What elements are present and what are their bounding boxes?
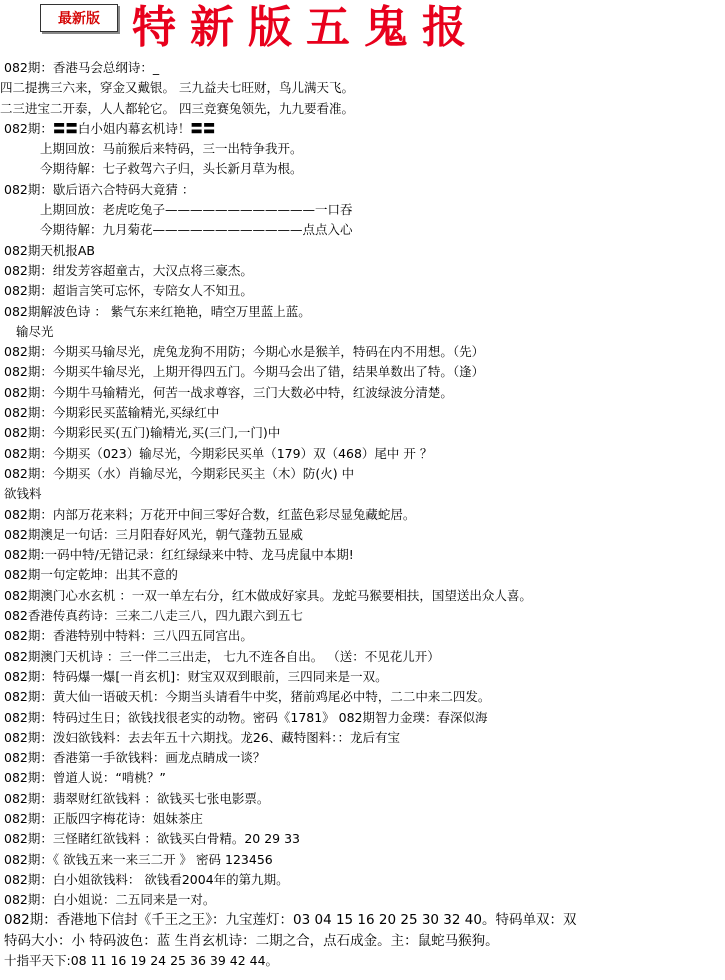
page-title: 特新版五鬼报 xyxy=(132,2,480,53)
text-line: 082期：香港第一手欲钱料：画龙点睛成一谈？ xyxy=(4,750,266,766)
text-line: 082期：超诣言笑可忘怀，专陪女人不知丑。 xyxy=(4,283,253,299)
text-line: 082期：内部万花来料；万花开中间三零好合数，红蓝色彩尽显兔藏蛇居。 xyxy=(4,506,416,522)
text-line: 082期：〓〓白小姐内幕玄机诗！〓〓 xyxy=(4,120,216,136)
text-line: 082期一句定乾坤：出其不意的 xyxy=(4,567,178,583)
text-line: 上期回放：马前猴后来特码，三一出特争我开。 xyxy=(40,141,303,157)
text-line: 082期：三怪睹红欲钱料 ：欲钱买白骨精。20 29 33 xyxy=(4,831,300,847)
text-line: 082期：香港特别中特料：三八四五同宫出。 xyxy=(4,628,253,644)
text-line: 四二提携三六来，穿金又戴银。 三九益夫七旺财，鸟儿满天飞。 xyxy=(0,80,354,96)
text-line: 082期：绀发芳容超童古，大汉点将三豪杰。 xyxy=(4,262,253,278)
text-line: 082期澳门天机诗 ：三一伴二三出走， 七九不连各自出。 （送：不见花儿开） xyxy=(4,648,440,664)
text-line: 今期待解：七子救驾六子归，头长新月草为根。 xyxy=(40,161,303,177)
text-line: 今期待解：九月菊花————————————点点入心 xyxy=(40,222,353,238)
text-line: 082期：正版四字梅花诗：姐妹茶庄 xyxy=(4,810,203,826)
text-line: 十指平天下:08 11 16 19 24 25 36 39 42 44。 xyxy=(4,953,279,969)
text-line: 082期：香港地下信封《千王之王》：九宝莲灯：03 04 15 16 20 25 30 32 40。特码单双：双 xyxy=(4,912,577,929)
text-line: 欲钱料 xyxy=(4,486,42,502)
text-line: 082期:一码中特/无错记录：红红绿绿来中特、龙马虎鼠中本期! xyxy=(4,547,354,563)
text-line: 082期：白小姐说：二五同来是一对。 xyxy=(4,892,216,908)
text-line: 082期：今期买马输尽光，虎兔龙狗不用防；今期心水是猴羊，特码在内不用想。（先） xyxy=(4,344,485,360)
text-line: 082期：曾道人说：“啃桃？” xyxy=(4,770,166,786)
text-line: 082期解波色诗 ： 紫气东来红艳艳，晴空万里蓝上蓝。 xyxy=(4,303,311,319)
text-line: 082期天机报AB xyxy=(4,242,95,258)
text-line: 特码大小：小 特码波色：蓝 生肖玄机诗：二期之合，点石成金。主：鼠蛇马猴狗。 xyxy=(4,932,499,949)
text-line: 082期：今期买（水）肖输尽光，今期彩民买主（木）防(火) 中 xyxy=(4,465,355,481)
text-line: 082期：白小姐欲钱料： 欲钱看2004年的第九期。 xyxy=(4,871,289,887)
text-line: 082期：香港马会总纲诗：_ xyxy=(4,60,160,75)
text-line: 082期：翡翠财红欲钱料 ：欲钱买七张电影票。 xyxy=(4,790,270,806)
text-line: 082期：黄大仙一语破天机：今期当头请看牛中奖，猪前鸡尾必中特，二二中来二四发。 xyxy=(4,689,491,705)
text-line: 082期澳足一句话：三月阳春好风光，朝气蓬勃五显威 xyxy=(4,526,303,542)
edition-badge: 最新版 xyxy=(40,4,118,32)
text-line: 082期：特码过生日；欲钱找很老实的动物。密码《1781》 082期智力金璞：春深似海 xyxy=(4,709,488,725)
text-line: 082期：今期牛马输精光，何苦一战求尊容，三门大数必中特，红波绿波分清楚。 xyxy=(4,384,453,400)
text-line: 二三进宝二开泰，人人都轮它。 四三竞赛兔领先，九九要看准。 xyxy=(0,100,354,116)
text-line: 082期：特码爆一爆[一肖玄机]：财宝双双到眼前，三四同来是一双。 xyxy=(4,668,388,684)
text-line: 082期：歇后语六合特码大竟猜 ： xyxy=(4,181,195,197)
content-lines xyxy=(0,58,725,971)
text-line: 输尽光 xyxy=(16,323,54,339)
text-line: 082期：今期彩民买蓝输精光,买绿红中 xyxy=(4,405,220,421)
text-line: 082香港传真药诗：三来二八走三八，四九跟六到五七 xyxy=(4,608,303,624)
text-line: 082期：今期彩民买(五门)输精光,买(三门,一门)中 xyxy=(4,425,281,441)
text-line: 082期：今期买牛输尽光，上期开得四五门。今期马会出了错，结果单数出了特。（逢） xyxy=(4,364,485,380)
text-line: 082期：今期买（023）输尽光，今期彩民买单（179）双（468）尾中 开 ？ xyxy=(4,445,433,461)
text-line: 082期：泼妇欲钱料：去去年五十六期找。龙26、藏特图料：：龙后有宝 xyxy=(4,729,401,745)
text-line: 082期：《 欲钱五来一来三二开 》 密码 123456 xyxy=(4,851,273,867)
text-line: 082期澳门心水玄机 ：一双一单左右分，红木做成好家具。龙蛇马猴要相扶，国望送出众人喜。 xyxy=(4,587,532,603)
text-line: 上期回放：老虎吃兔子————————————一口吞 xyxy=(40,202,353,218)
